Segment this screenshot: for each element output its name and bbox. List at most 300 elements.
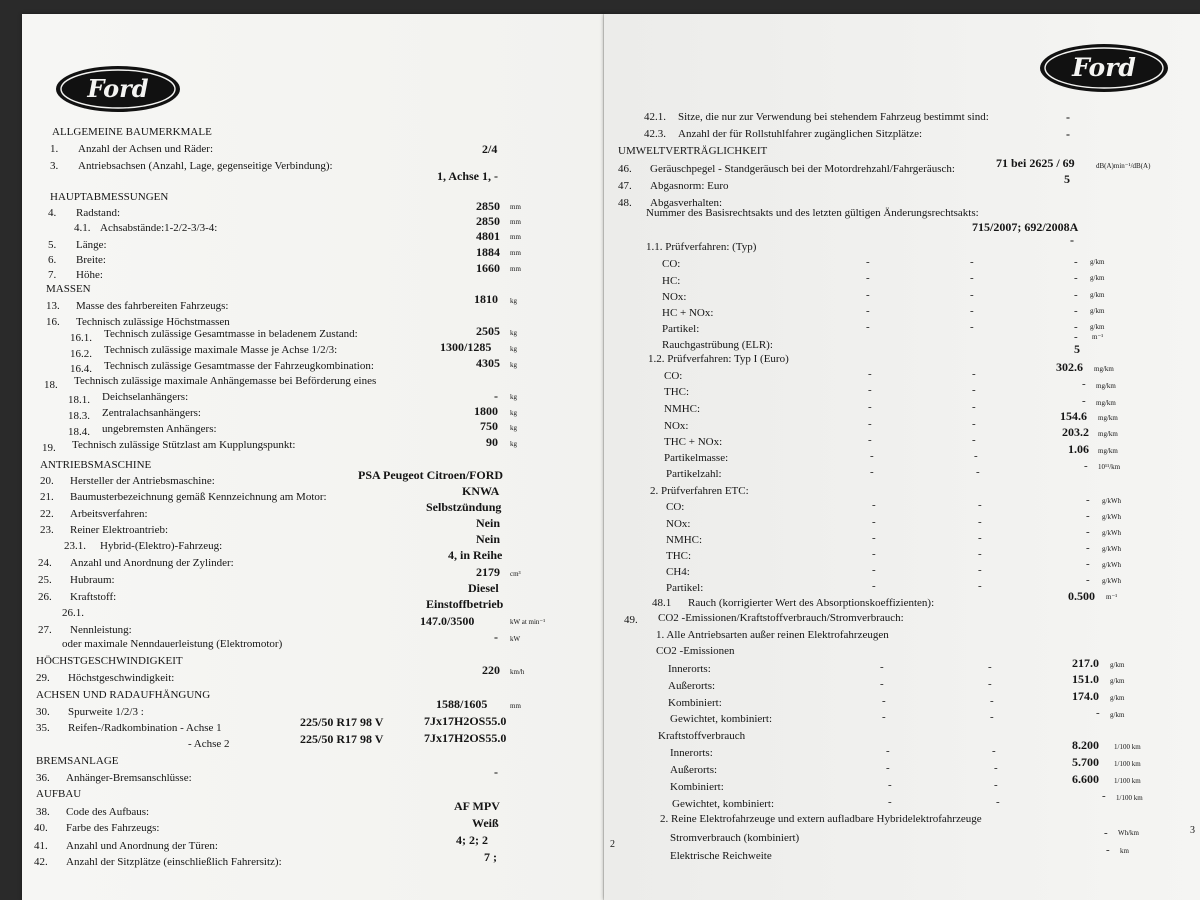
- field-text: 1.: [50, 143, 59, 155]
- field-text: -: [872, 564, 876, 576]
- unit-label: 1/100 km: [1114, 777, 1141, 785]
- field-text: -: [872, 580, 876, 592]
- field-value: 5.700: [1072, 755, 1099, 769]
- field-text: AUFBAU: [36, 788, 82, 800]
- field-value: 715/2007; 692/2008A: [972, 220, 1079, 234]
- field-text: -: [866, 305, 870, 317]
- field-text: Kombiniert:: [668, 697, 722, 709]
- field-text: 23.1.: [64, 540, 86, 552]
- field-text: -: [886, 762, 890, 774]
- unit-label: 1/100 km: [1114, 760, 1141, 768]
- field-text: 1. Alle Antriebsarten außer reinen Elektrofahrzeugen: [656, 629, 889, 641]
- field-value: 7 ;: [484, 850, 497, 864]
- field-text: -: [870, 450, 874, 462]
- field-text: MASSEN: [46, 283, 91, 295]
- field-text: 46.: [618, 163, 632, 175]
- field-text: 1.2. Prüfverfahren: Typ I (Euro): [648, 353, 789, 365]
- field-text: Farbe des Fahrzeugs:: [66, 822, 160, 834]
- field-text: 16.4.: [70, 363, 92, 375]
- field-text: HC + NOx:: [662, 307, 714, 319]
- unit-label: mg/km: [1096, 382, 1116, 390]
- field-text: 38.: [36, 806, 50, 818]
- field-text: -: [866, 272, 870, 284]
- field-value: Einstoffbetrieb: [426, 597, 504, 611]
- unit-label: mg/km: [1098, 430, 1118, 438]
- field-value: 71 bei 2625 / 69: [996, 156, 1075, 170]
- field-value: KNWA: [462, 484, 500, 498]
- field-text: 16.: [46, 316, 60, 328]
- unit-label: g/kWh: [1102, 497, 1122, 505]
- field-text: -: [880, 661, 884, 673]
- unit-label: km/h: [510, 668, 525, 676]
- field-text: -: [1084, 460, 1088, 472]
- field-text: 42.1.: [644, 111, 666, 123]
- field-text: Außerorts:: [670, 764, 718, 776]
- field-value: 90: [486, 435, 498, 449]
- field-text: 25.: [38, 574, 52, 586]
- unit-label: 10¹¹/km: [1098, 463, 1121, 471]
- field-text: 19.: [42, 442, 56, 454]
- field-value: 0.500: [1068, 589, 1095, 603]
- field-text: -: [1086, 494, 1090, 506]
- unit-label: g/km: [1090, 274, 1105, 282]
- field-text: -: [996, 796, 1000, 808]
- field-value: PSA Peugeot Citroen/FORD: [358, 468, 504, 482]
- field-text: -: [1086, 510, 1090, 522]
- field-value: 4801: [476, 229, 500, 243]
- unit-label: mg/km: [1098, 447, 1118, 455]
- unit-label: 1/100 km: [1116, 794, 1143, 802]
- field-text: -: [888, 779, 892, 791]
- field-text: Antriebsachsen (Anzahl, Lage, gegenseitige Verbindung):: [78, 160, 333, 172]
- field-text: Höhe:: [76, 269, 103, 281]
- field-value: Selbstzündung: [426, 500, 502, 514]
- field-text: 18.3.: [68, 410, 90, 422]
- field-text: ACHSEN UND RADAUFHÄNGUNG: [36, 689, 211, 701]
- field-text: NMHC:: [666, 534, 703, 546]
- field-text: 1.1. Prüfverfahren: (Typ): [646, 241, 757, 253]
- field-text: 26.1.: [62, 607, 84, 619]
- unit-label: km: [1120, 847, 1129, 855]
- field-text: Sitze, die nur zur Verwendung bei stehendem Fahrzeug bestimmt sind:: [678, 111, 989, 123]
- field-text: Code des Aufbaus:: [66, 806, 150, 818]
- unit-label: g/km: [1090, 258, 1105, 266]
- field-text: 24.: [38, 557, 52, 569]
- field-text: -: [1074, 331, 1078, 343]
- unit-label: kg: [510, 329, 517, 337]
- field-text: 18.1.: [68, 394, 90, 406]
- field-text: Technisch zulässige maximale Masse je Achse 1/2/3:: [104, 344, 338, 356]
- field-text: Kraftstoffverbrauch: [658, 730, 746, 742]
- ford-logo-left-text: Ford: [87, 74, 149, 103]
- field-text: 5.: [48, 239, 57, 251]
- field-text: HC:: [662, 275, 681, 287]
- field-text: Technisch zulässige Stützlast am Kupplungspunkt:: [72, 439, 296, 451]
- field-text: Spurweite 1/2/3 :: [68, 706, 144, 718]
- field-text: -: [978, 548, 982, 560]
- field-text: Anzahl und Anordnung der Zylinder:: [70, 557, 234, 569]
- field-text: -: [978, 532, 982, 544]
- field-text: Radstand:: [76, 207, 120, 219]
- field-text: -: [976, 466, 980, 478]
- field-value: 4, in Reihe: [448, 548, 503, 562]
- field-value: -: [1070, 233, 1074, 247]
- field-text: CO:: [662, 258, 681, 270]
- field-value: 2850: [476, 214, 500, 228]
- field-text: -: [1086, 574, 1090, 586]
- field-text: -: [990, 695, 994, 707]
- field-text: -: [1082, 378, 1086, 390]
- field-text: -: [866, 256, 870, 268]
- unit-label: kg: [510, 440, 517, 448]
- field-text: -: [988, 678, 992, 690]
- unit-label: cm³: [510, 570, 521, 578]
- field-text: -: [872, 548, 876, 560]
- field-value: -: [1066, 127, 1070, 141]
- field-value: 2179: [476, 565, 500, 579]
- unit-label: g/kWh: [1102, 561, 1122, 569]
- field-value: 4; 2; 2: [456, 833, 488, 847]
- field-text: Nennleistung:: [70, 624, 132, 636]
- unit-label: g/km: [1110, 661, 1125, 669]
- field-value: 151.0: [1072, 672, 1099, 686]
- field-value: 1.06: [1068, 442, 1089, 456]
- field-text: -: [872, 516, 876, 528]
- field-text: NMHC:: [664, 403, 701, 415]
- field-text: Rauch (korrigierter Wert des Absorptionskoeffizienten):: [688, 597, 935, 609]
- field-text: 23.: [40, 524, 54, 536]
- field-text: -: [1096, 707, 1100, 719]
- unit-label: g/kWh: [1102, 577, 1122, 585]
- ford-logo-right-text: Ford: [1072, 53, 1136, 82]
- field-value: 750: [480, 419, 498, 433]
- field-text: 29.: [36, 672, 50, 684]
- unit-label: g/km: [1090, 307, 1105, 315]
- unit-label: mm: [510, 249, 521, 257]
- field-text: Außerorts:: [668, 680, 716, 692]
- field-text: Reiner Elektroantrieb:: [70, 524, 169, 536]
- field-text: -: [1086, 542, 1090, 554]
- field-text: Partikel:: [666, 582, 704, 594]
- field-text: 4.: [48, 207, 57, 219]
- unit-label: mm: [510, 203, 521, 211]
- field-text: -: [1082, 395, 1086, 407]
- field-value: 1660: [476, 261, 500, 275]
- field-text: -: [978, 499, 982, 511]
- field-text: 27.: [38, 624, 52, 636]
- unit-label: kg: [510, 297, 517, 305]
- unit-label: g/km: [1110, 711, 1125, 719]
- unit-label: g/kWh: [1102, 513, 1122, 521]
- field-text: Abgasverhalten:: [650, 197, 723, 209]
- field-text: HÖCHSTGESCHWINDIGKEIT: [36, 655, 183, 667]
- field-text: -: [988, 661, 992, 673]
- field-text: Geräuschpegel - Standgeräusch bei der Motordrehzahl/Fahrgeräusch:: [650, 163, 955, 175]
- field-value: 302.6: [1056, 360, 1083, 374]
- unit-label: mm: [510, 233, 521, 241]
- field-text: -: [974, 450, 978, 462]
- field-text: -: [972, 401, 976, 413]
- field-value: 154.6: [1060, 409, 1087, 423]
- field-text: 30.: [36, 706, 50, 718]
- unit-label: kg: [510, 424, 517, 432]
- field-text: Kraftstoff:: [70, 591, 117, 603]
- field-text: 36.: [36, 772, 50, 784]
- field-value: 1300/1285: [440, 340, 492, 354]
- field-text: -: [1106, 844, 1110, 856]
- field-value: AF MPV: [454, 799, 500, 813]
- field-text: Gewichtet, kombiniert:: [672, 798, 775, 810]
- field-text: 41.: [34, 840, 48, 852]
- field-text: 13.: [46, 300, 60, 312]
- field-value: -: [494, 389, 498, 403]
- unit-label: mm: [510, 218, 521, 226]
- field-text: 47.: [618, 180, 632, 192]
- field-text: -: [1074, 321, 1078, 333]
- field-text: -: [978, 516, 982, 528]
- field-text: NOx:: [664, 420, 689, 432]
- field-text: CO2 -Emissionen: [656, 645, 735, 657]
- field-text: -: [1074, 305, 1078, 317]
- unit-label: kg: [510, 409, 517, 417]
- field-text: Hubraum:: [70, 574, 115, 586]
- field-text: -: [868, 401, 872, 413]
- field-text: Arbeitsverfahren:: [70, 508, 148, 520]
- field-text: Innerorts:: [668, 663, 711, 675]
- field-value: 1588/1605: [436, 697, 488, 711]
- field-text: Partikelzahl:: [666, 468, 722, 480]
- ford-logo-left: [54, 64, 182, 114]
- field-text: -: [1086, 526, 1090, 538]
- field-text: Nummer des Basisrechtsakts und des letzten gültigen Änderungsrechtsakts:: [646, 207, 979, 219]
- field-value: 225/50 R17 98 V: [300, 732, 384, 746]
- field-value: 217.0: [1072, 656, 1099, 670]
- field-text: -: [990, 711, 994, 723]
- field-text: NOx:: [666, 518, 691, 530]
- field-text: -: [994, 779, 998, 791]
- field-text: -: [1074, 272, 1078, 284]
- field-text: -: [866, 321, 870, 333]
- field-text: 6.: [48, 254, 57, 266]
- field-text: -: [882, 711, 886, 723]
- field-value: 7Jx17H2OS55.0: [424, 731, 507, 745]
- field-text: -: [972, 418, 976, 430]
- field-text: Breite:: [76, 254, 106, 266]
- field-text: -: [1074, 289, 1078, 301]
- field-text: Hersteller der Antriebsmaschine:: [70, 475, 215, 487]
- unit-label: g/kWh: [1102, 545, 1122, 553]
- field-value: -: [494, 630, 498, 644]
- unit-label: m⁻¹: [1092, 333, 1104, 341]
- field-text: ungebremsten Anhängers:: [102, 423, 217, 435]
- unit-label: mm: [510, 265, 521, 273]
- field-text: Elektrische Reichweite: [670, 850, 772, 862]
- field-text: 48.: [618, 197, 632, 209]
- field-text: Zentralachsanhängers:: [102, 407, 201, 419]
- field-text: -: [868, 384, 872, 396]
- field-value: 1884: [476, 245, 500, 259]
- field-value: Weiß: [472, 816, 499, 830]
- field-text: CO:: [664, 370, 683, 382]
- field-text: BREMSANLAGE: [36, 755, 119, 767]
- field-text: Technisch zulässige Gesamtmasse der Fahrzeugkombination:: [104, 360, 374, 372]
- field-text: Anhänger-Bremsanschlüsse:: [66, 772, 192, 784]
- field-text: -: [868, 368, 872, 380]
- field-text: 42.: [34, 856, 48, 868]
- field-text: Anzahl und Anordnung der Türen:: [66, 840, 218, 852]
- field-text: -: [972, 434, 976, 446]
- field-text: -: [994, 762, 998, 774]
- field-text: -: [970, 272, 974, 284]
- unit-label: g/km: [1090, 291, 1105, 299]
- field-text: -: [1102, 790, 1106, 802]
- field-text: -: [972, 384, 976, 396]
- field-text: Technisch zulässige maximale Anhängemasse bei Beförderung eines: [74, 375, 377, 387]
- field-text: Achsabstände:1-2/2-3/3-4:: [100, 222, 218, 234]
- field-text: 20.: [40, 475, 54, 487]
- field-value: Diesel: [468, 581, 499, 595]
- field-text: 18.: [44, 379, 58, 391]
- field-text: CO:: [666, 501, 685, 513]
- field-text: -: [866, 289, 870, 301]
- page-number: 3: [1190, 825, 1195, 836]
- field-value: -: [1066, 110, 1070, 124]
- field-text: Partikelmasse:: [664, 452, 729, 464]
- field-text: Anzahl der Sitzplätze (einschließlich Fahrersitz):: [66, 856, 282, 868]
- field-text: -: [970, 289, 974, 301]
- field-value: 5: [1064, 172, 1070, 186]
- field-text: 2. Prüfverfahren ETC:: [650, 485, 749, 497]
- field-text: Länge:: [76, 239, 107, 251]
- field-value: 1800: [474, 404, 498, 418]
- field-value: 6.600: [1072, 772, 1099, 786]
- field-text: THC:: [664, 386, 690, 398]
- field-text: THC + NOx:: [664, 436, 723, 448]
- field-text: -: [868, 434, 872, 446]
- field-text: 35.: [36, 722, 50, 734]
- field-text: Anzahl der für Rollstuhlfahrer zugänglichen Sitzplätze:: [678, 128, 923, 140]
- unit-label: dB(A)min⁻¹/dB(A): [1096, 162, 1151, 170]
- field-text: Höchstgeschwindigkeit:: [68, 672, 175, 684]
- field-text: 16.2.: [70, 348, 92, 360]
- field-value: Nein: [476, 532, 500, 546]
- field-value: 1810: [474, 292, 498, 306]
- ford-logo-right: [1038, 42, 1170, 94]
- field-text: 40.: [34, 822, 48, 834]
- field-text: CO2 -Emissionen/Kraftstoffverbrauch/Stromverbrauch:: [658, 612, 904, 624]
- field-value: 1, Achse 1, -: [437, 169, 498, 183]
- field-text: -: [970, 256, 974, 268]
- field-text: -: [872, 499, 876, 511]
- field-text: Stromverbrauch (kombiniert): [670, 832, 800, 844]
- field-text: -: [886, 745, 890, 757]
- field-text: 22.: [40, 508, 54, 520]
- field-text: -: [872, 532, 876, 544]
- field-text: -: [978, 564, 982, 576]
- unit-label: g/kWh: [1102, 529, 1122, 537]
- unit-label: mm: [510, 702, 521, 710]
- field-text: 7.: [48, 269, 57, 281]
- field-text: Rauchgastrübung (ELR):: [662, 339, 773, 351]
- unit-label: kg: [510, 393, 517, 401]
- field-text: -: [1086, 558, 1090, 570]
- field-text: THC:: [666, 550, 692, 562]
- field-text: Abgasnorm: Euro: [650, 180, 729, 192]
- field-text: Kombiniert:: [670, 781, 724, 793]
- unit-label: 1/100 km: [1114, 743, 1141, 751]
- unit-label: Wh/km: [1118, 829, 1139, 837]
- field-value: 174.0: [1072, 689, 1099, 703]
- field-text: -: [888, 796, 892, 808]
- field-text: Anzahl der Achsen und Räder:: [78, 143, 214, 155]
- field-value: 220: [482, 663, 500, 677]
- field-text: - Achse 2: [188, 738, 230, 750]
- field-text: Deichselanhängers:: [102, 391, 189, 403]
- field-text: UMWELTVERTRÄGLICHKEIT: [618, 145, 768, 157]
- field-value: 7Jx17H2OS55.0: [424, 714, 507, 728]
- field-text: -: [970, 305, 974, 317]
- unit-label: mg/km: [1096, 399, 1116, 407]
- unit-label: m⁻¹: [1106, 593, 1118, 601]
- field-text: 18.4.: [68, 426, 90, 438]
- unit-label: kg: [510, 361, 517, 369]
- field-value: Nein: [476, 516, 500, 530]
- field-text: 26.: [38, 591, 52, 603]
- unit-label: g/km: [1090, 323, 1105, 331]
- unit-label: kW at min⁻¹: [510, 618, 546, 626]
- field-text: Baumusterbezeichnung gemäß Kennzeichnung am Motor:: [70, 491, 327, 503]
- unit-label: kg: [510, 345, 517, 353]
- field-text: Hybrid-(Elektro)-Fahrzeug:: [100, 540, 223, 552]
- field-text: -: [970, 321, 974, 333]
- field-text: 3.: [50, 160, 59, 172]
- field-text: -: [882, 695, 886, 707]
- field-text: 16.1.: [70, 332, 92, 344]
- field-value: 147.0/3500: [420, 614, 475, 628]
- page-number: 2: [610, 839, 615, 850]
- field-text: 4.1.: [74, 222, 91, 234]
- field-text: ALLGEMEINE BAUMERKMALE: [52, 126, 212, 138]
- field-text: Partikel:: [662, 323, 700, 335]
- field-text: CH4:: [666, 566, 690, 578]
- field-value: 2/4: [482, 142, 498, 156]
- field-text: ANTRIEBSMASCHINE: [40, 459, 152, 471]
- field-text: Reifen-/Radkombination - Achse 1: [68, 722, 222, 734]
- field-text: -: [870, 466, 874, 478]
- field-value: 5: [1074, 342, 1080, 356]
- unit-label: kW: [510, 635, 521, 643]
- field-text: 49.: [624, 614, 638, 626]
- field-text: -: [992, 745, 996, 757]
- field-text: Technisch zulässige Höchstmassen: [76, 316, 230, 328]
- unit-label: g/km: [1110, 694, 1125, 702]
- field-text: Technisch zulässige Gesamtmasse in beladenem Zustand:: [104, 328, 358, 340]
- unit-label: mg/km: [1094, 365, 1114, 373]
- field-value: 4305: [476, 356, 500, 370]
- field-text: 42.3.: [644, 128, 666, 140]
- field-text: -: [1104, 827, 1108, 839]
- field-value: 2505: [476, 324, 500, 338]
- field-text: -: [972, 368, 976, 380]
- field-text: Masse des fahrbereiten Fahrzeugs:: [76, 300, 229, 312]
- field-text: NOx:: [662, 291, 687, 303]
- field-text: -: [880, 678, 884, 690]
- field-text: HAUPTABMESSUNGEN: [50, 191, 169, 203]
- field-text: 21.: [40, 491, 54, 503]
- field-text: Gewichtet, kombiniert:: [670, 713, 773, 725]
- field-text: 48.1: [652, 597, 672, 609]
- field-text: Innerorts:: [670, 747, 713, 759]
